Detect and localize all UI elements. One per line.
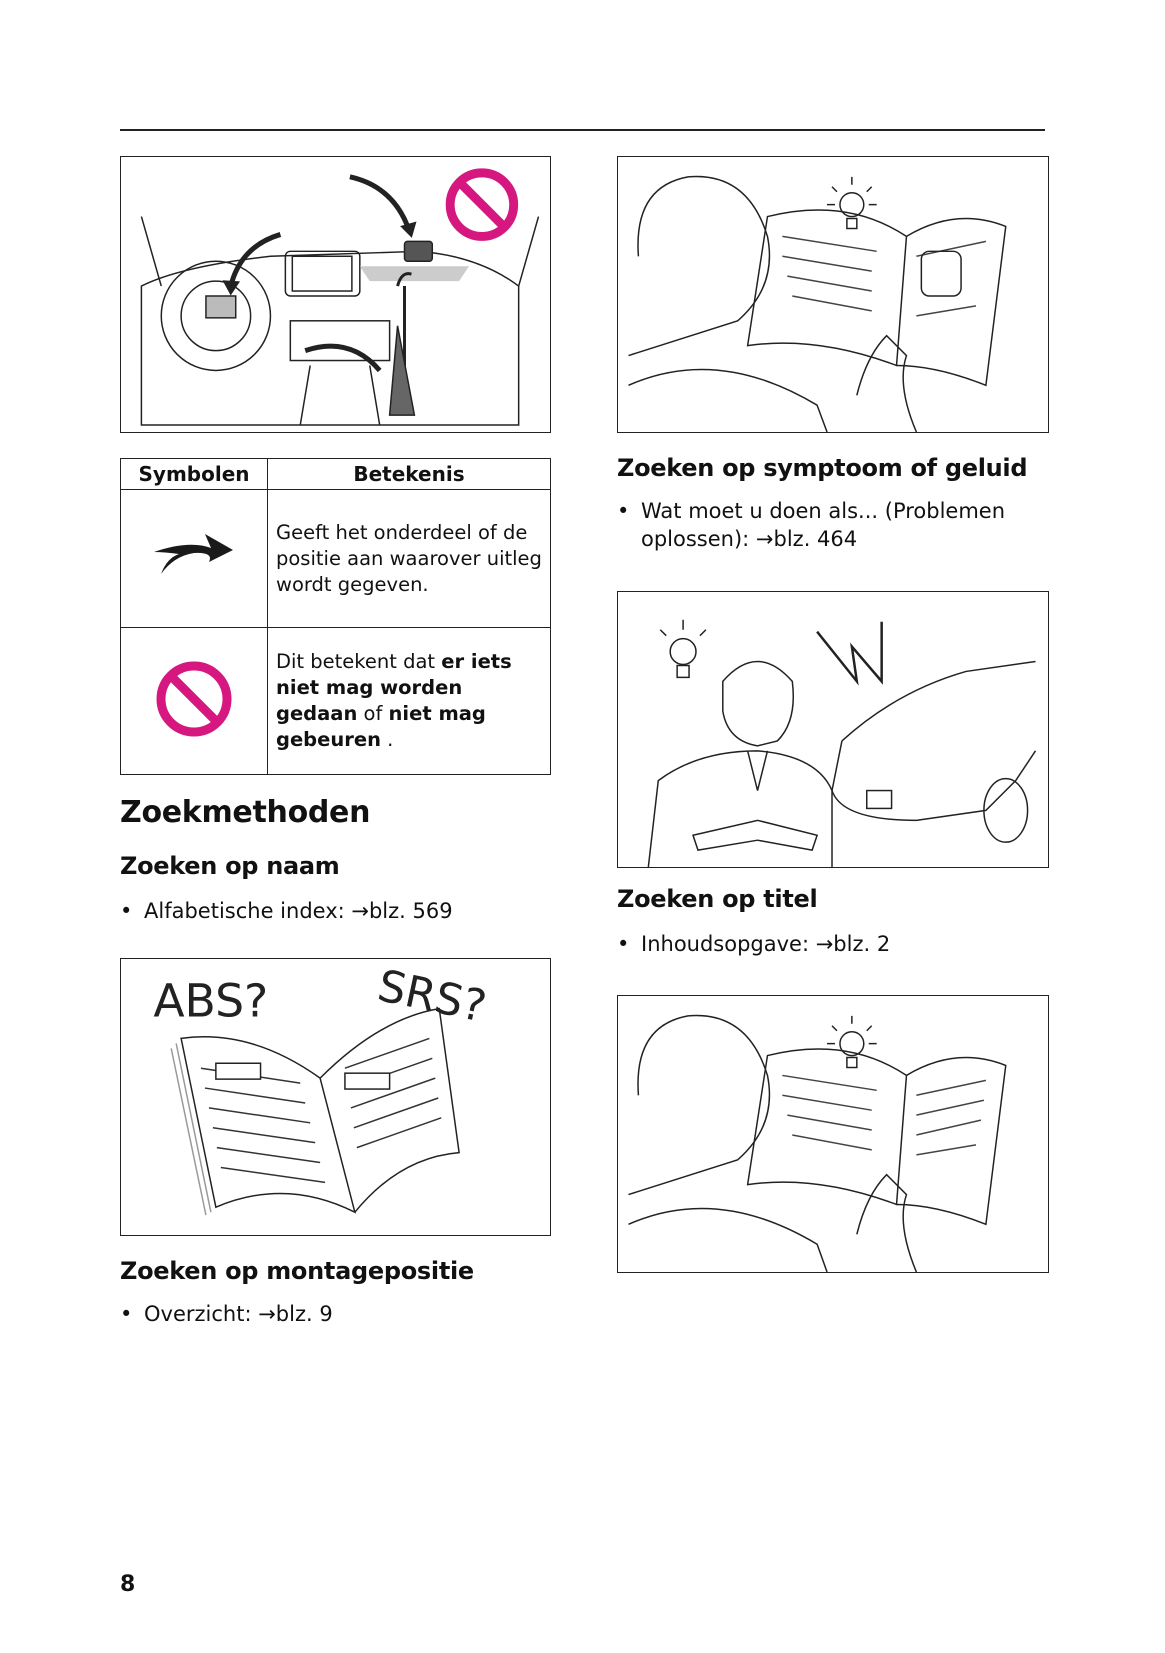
bullet-overview — [120, 1300, 564, 1328]
bullet-text: Alfabetische index: →blz. 569 — [144, 899, 453, 923]
symbol-cell — [121, 628, 268, 775]
heading-search-by-position: Zoeken op montagepositie — [120, 1257, 474, 1285]
arrow-icon — [149, 526, 239, 586]
heading-search-by-name: Zoeken op naam — [120, 852, 340, 880]
page-number: 8 — [120, 1572, 136, 1597]
text: Dit betekent dat — [276, 650, 442, 673]
prohibited-description — [268, 628, 551, 775]
bullet-text: Overzicht: →blz. 9 — [144, 1302, 333, 1326]
symbols-table — [120, 458, 551, 775]
car-interior-illustration — [120, 156, 551, 433]
bullet-dot: • — [120, 899, 133, 923]
srs-text: SRS? — [373, 960, 491, 1033]
bullet-dot: • — [120, 1302, 133, 1326]
heading-search-by-title: Zoeken op titel — [617, 885, 818, 913]
symbol-cell — [121, 490, 268, 628]
bullet-troubleshooting — [617, 497, 1061, 553]
bullet-text: Wat moet u doen als... (Problemen oplossen): →blz. 464 — [641, 499, 1006, 551]
abs-text: ABS? — [153, 974, 269, 1028]
bullet-text: Inhoudsopgave: →blz. 2 — [641, 932, 891, 956]
text: . — [380, 728, 394, 751]
heading-search-by-symptom: Zoeken op symptoom of geluid — [617, 454, 1028, 482]
bullet-contents — [617, 930, 1061, 958]
arrow-description: Geeft het onderdeel of de positie aan waarover uitleg wordt gegeven. — [268, 490, 551, 628]
header-rule — [120, 129, 1045, 131]
prohibited-icon — [154, 659, 234, 739]
bold-text: er iets niet mag worden gedaan — [276, 650, 512, 725]
person-reading-contents-illustration — [617, 995, 1049, 1273]
bullet-dot: • — [617, 499, 630, 523]
person-reading-manual-illustration — [617, 156, 1049, 433]
book-abs-srs-illustration — [120, 958, 551, 1236]
header-betekenis: Betekenis — [268, 459, 551, 490]
bold-text: niet mag gebeuren — [276, 702, 486, 751]
person-car-noise-illustration — [617, 591, 1049, 868]
bullet-index — [120, 897, 564, 925]
bullet-dot: • — [617, 932, 630, 956]
header-symbolen: Symbolen — [121, 459, 268, 490]
text: of — [357, 702, 389, 725]
section-title: Zoekmethoden — [120, 795, 371, 830]
